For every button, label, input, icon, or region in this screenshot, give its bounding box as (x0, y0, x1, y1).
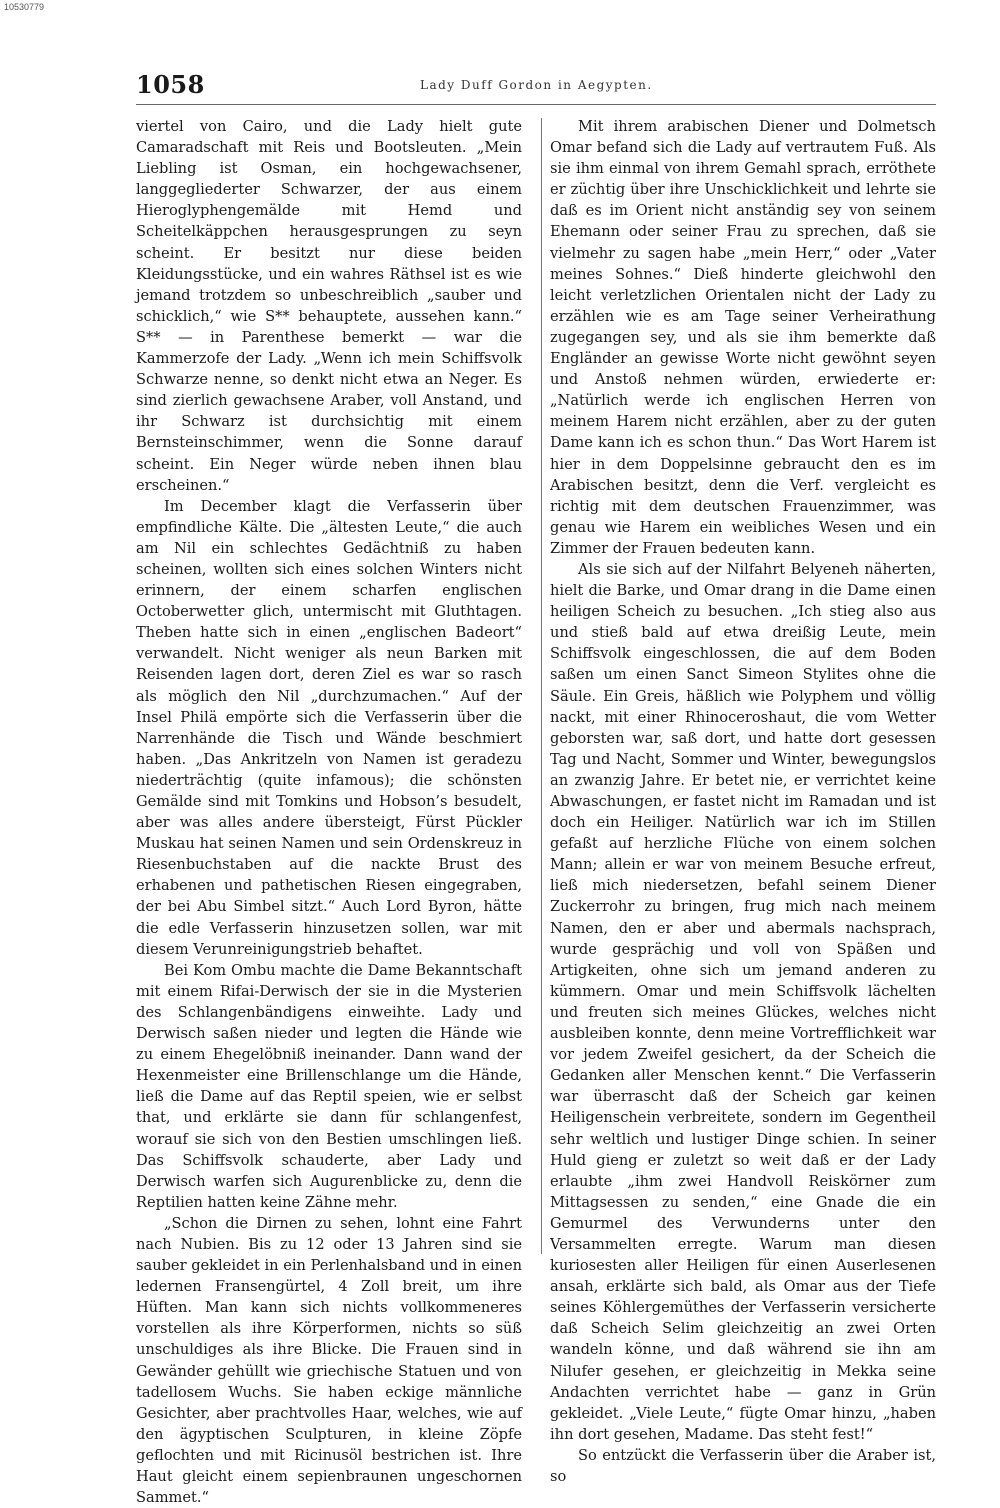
page-number: 1058 (136, 70, 205, 99)
paragraph: Mit ihrem arabischen Diener und Dolmetsch Omar befand sich die Lady auf vertrautem Fuß. Als sie ihm einmal von ihrem Gemahl sprach, erröthete er züchtig über ihre Unschicklichkeit und lehrte sie daß es im Orient nicht anständig sey von seinem Ehemann oder seiner Frau zu sprechen, daß sie vielmehr zu sagen habe „mein Herr,“ oder „Vater meines Sohnes.“ Dieß hinderte gleichwohl den leicht verletzlichen Orientalen nicht der Lady zu erzählen wie es am Tage seiner Verheirathung zugegangen sey, und als sie ihm bemerkte daß Engländer an gewisse Worte nicht gewöhnt seyen und Anstoß nehmen würden, erwiederte er: „Natürlich werde ich englischen Herren von meinem Harem nicht erzählen, aber zu der guten Dame kann ich es schon thun.“ Das Wort Harem ist hier in dem Doppelsinne gebraucht den es im Arabischen besitzt, denn die Verf. vergleicht es richtig mit dem deutschen Frauenzimmer, was genau wie Harem ein weibliches Wesen und ein Zimmer der Frauen bedeuten kann. (550, 118, 936, 557)
paragraph: viertel von Cairo, und die Lady hielt gute Camaradschaft mit Reis und Bootsleuten. „Mein Liebling ist Osman, ein hochgewachsener, langgegliederter Schwarzer, der aus einem Hieroglyphengemälde mit Hemd und Scheitelkäppchen herausgesprungen zu seyn scheint. Er besitzt nur diese beiden Kleidungsstücke, und ein wahres Räthsel ist es wie jemand trotzdem so unbeschreiblich „sauber und schicklich,“ wie S** behauptete, aussehen kann.“ S** — in Parenthese bemerkt — war die Kammerzofe der Lady. „Wenn ich mein Schiffsvolk Schwarze nenne, so denkt nicht etwa an Neger. Es sind zierlich gewachsene Araber, voll Anstand, und ihr Schwarz ist durchsichtig mit einem Bernsteinschimmer, wenn die Sonne darauf scheint. Ein Neger würde neben ihnen blau erscheinen.“ (136, 118, 522, 494)
left-column (136, 116, 522, 1508)
right-column (550, 116, 936, 1487)
paragraph: Im December klagt die Verfasserin über empfindliche Kälte. Die „ältesten Leute,“ die auch am Nil ein schlechtes Gedächtniß zu haben scheinen, wollten sich eines solchen Winters nicht erinnern, der einem scharfen englischen Octoberwetter glich, untermischt mit Gluthtagen. Theben hatte sich in einen „englischen Badeort“ verwandelt. Nicht weniger als neun Barken mit Reisenden lagen dort, deren Ziel es war so rasch als möglich den Nil „durchzumachen.“ Auf der Insel Philä empörte sich die Verfasserin über die Narrenhände die Tisch und Wände beschmiert haben. „Das Ankritzeln von Namen ist geradezu niederträchtig (quite infamous); die schönsten Gemälde sind mit Tomkins und Hobson’s besudelt, aber was alles andere übersteigt, Fürst Pückler Muskau hat seinen Namen und sein Ordenskreuz in Riesenbuchstaben auf die nackte Brust des erhabenen und pathetischen Riesen eingegraben, der bei Abu Simbel sitzt.“ Auch Lord Byron, hätte die edle Verfasserin hinzusetzen sollen, war mit diesem Verunreinigungstrieb behaftet. (136, 497, 522, 958)
paragraph: „Schon die Dirnen zu sehen, lohnt eine Fahrt nach Nubien. Bis zu 12 oder 13 Jahren sind sie sauber gekleidet in ein Perlenhalsband und in einen ledernen Fransengürtel, 4 Zoll breit, um ihre Hüften. Man kann sich nichts vollkommeneres vorstellen als ihre Körperformen, nichts so süß unschuldiges als ihre Blicke. Die Frauen sind in Gewänder gehüllt wie griechische Statuen und von tadellosem Wuchs. Sie haben eckige männliche Gesichter, aber prachtvolles Haar, welches, wie auf den ägyptischen Sculpturen, in kleine Zöpfe geflochten und mit Ricinusöl bestrichen ist. Ihre Haut gleicht einem sepienbraunen ungeschornen Sammet.“ (136, 1214, 522, 1507)
running-head: Lady Duff Gordon in Aegypten. (420, 78, 653, 92)
paragraph: So entzückt die Verfasserin über die Araber ist, so (550, 1446, 936, 1485)
paragraph: Als sie sich auf der Nilfahrt Belyeneh näherten, hielt die Barke, und Omar drang in die Dame einen heiligen Scheich zu besuchen. „Ich stieg also aus und stieß bald auf etwa dreißig Leute, mein Schiffsvolk eingeschlossen, die auf dem Boden saßen um einen Sanct Simeon Stylites ohne die Säule. Ein Greis, häßlich wie Polyphem und völlig nackt, mit einer Rhinoceroshaut, die vom Wetter geborsten war, saß dort, und hatte dort gesessen Tag und Nacht, Sommer und Winter, bewegungslos an zwanzig Jahre. Er betet nie, er verrichtet keine Abwaschungen, er fastet nicht im Ramadan und ist doch ein Heiliger. Natürlich war ich im Stillen gefaßt auf herzliche Flüche von einem solchen Mann; allein er war von meinem Besuche erfreut, ließ mich niedersetzen, befahl seinem Diener Zuckerrohr zu bringen, frug mich nach meinem Namen, den er aber und abermals nachsprach, wurde gesprächig und voll von Späßen und Artigkeiten, ohne sich um jemand anderen zu kümmern. Omar und mein Schiffsvolk lächelten und freuten sich meines Glückes, welches nicht ausbleiben konnte, denn meine Vortrefflichkeit war vor jedem Zweifel gesichert, da der Scheich die Gedanken aller Menschen kennt.“ Die Verfasserin war überrascht daß der Scheich gar keinen Heiligenschein verbreitete, sondern im Gegentheil sehr weltlich und lustiger Dinge schien. In seiner Huld gieng er zuletzt so weit daß er der Lady erlaubte „ihm zwei Handvoll Reiskörner zum Mittagsessen zu senden,“ eine Gnade die ein Gemurmel des Verwunderns unter den Versammelten erregte. Warum man diesen kuriosesten aller Heiligen für einen Auserlesenen ansah, erklärte sich bald, als Omar aus der Tiefe seines Köhlergemüthes der Verfasserin versicherte daß Scheich Selim gleichzeitig an zwei Orten wandeln könne, und daß während sie ihn am Nilufer gesehen, er gleichzeitig in Mekka seine Andachten verrichtet habe — ganz in Grün gekleidet. „Viele Leute,“ fügte Omar hinzu, „haben ihn dort gesehen, Madame. Das steht fest!“ (550, 560, 936, 1443)
column-divider (541, 118, 542, 1254)
scan-id-label: 10530779 (4, 2, 45, 12)
header-rule (136, 104, 936, 105)
paragraph: Bei Kom Ombu machte die Dame Bekanntschaft mit einem Rifai-Derwisch der sie in die Mysterien des Schlangenbändigens einweihte. Lady und Derwisch saßen nieder und legten die Hände wie zu einem Ehegelöbniß ineinander. Dann wand der Hexenmeister eine Brillenschlange um die Hände, ließ die Dame auf das Reptil speien, wie er selbst that, und erklärte sie dann für schlangenfest, worauf sie sich von den Bestien umschlingen ließ. Das Schiffsvolk schauderte, aber Lady und Derwisch warfen sich Augurenblicke zu, denn die Reptilien hatten keine Zähne mehr. (136, 961, 522, 1211)
